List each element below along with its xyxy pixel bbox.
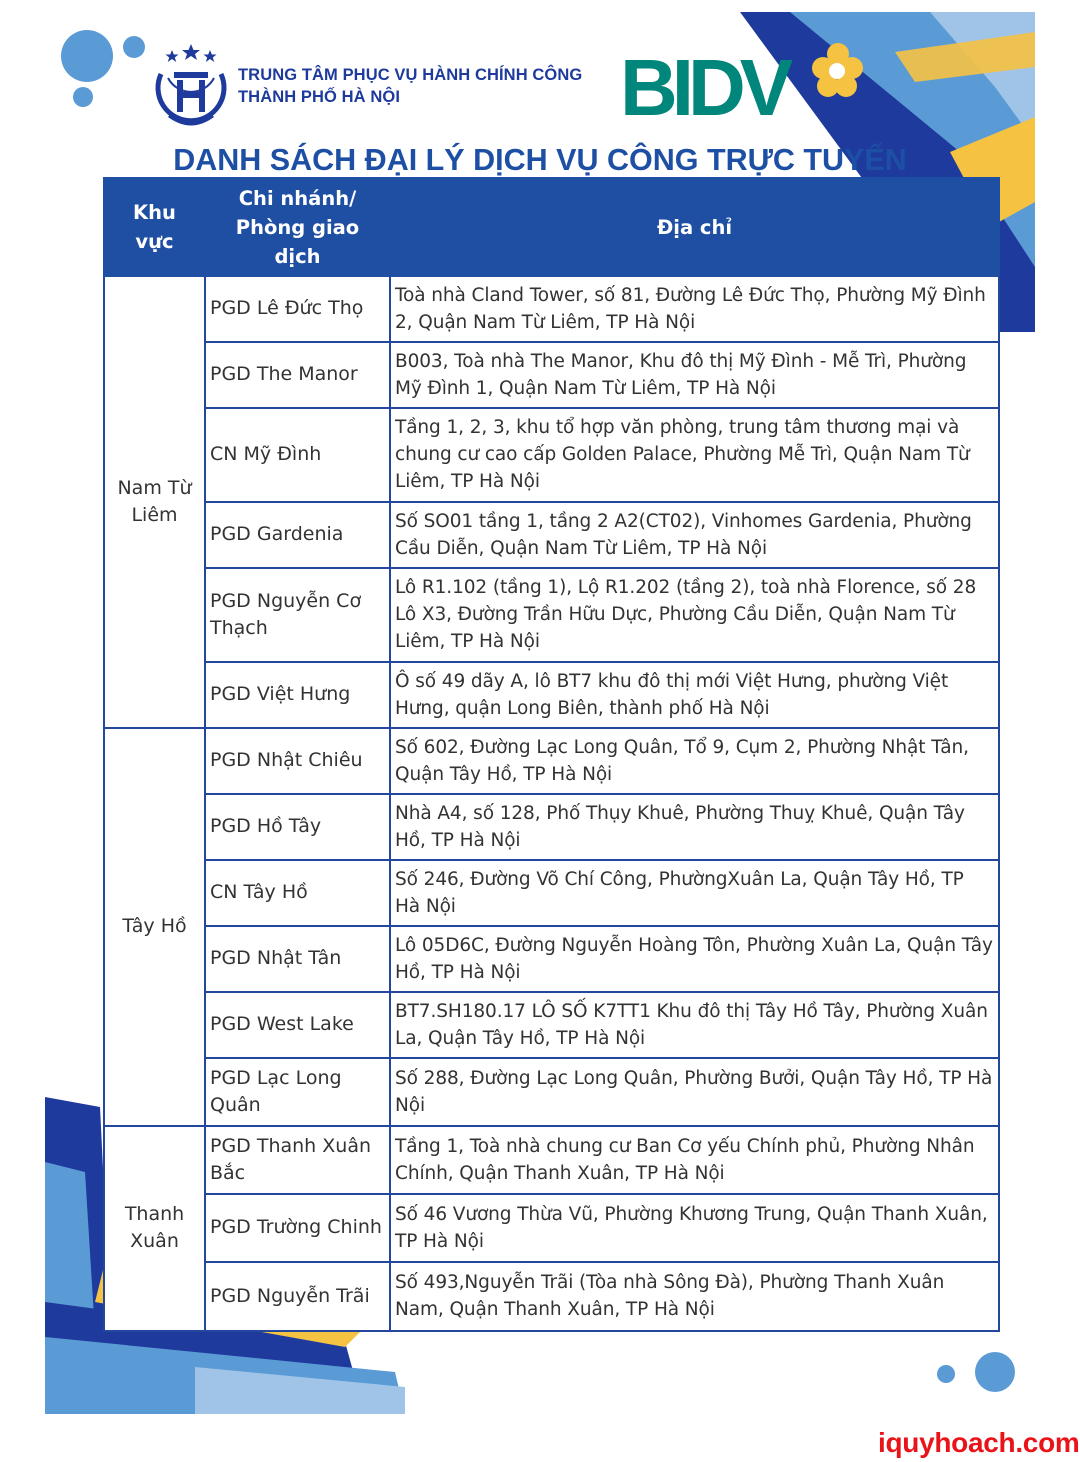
decor-circle [73, 87, 93, 107]
table-row [104, 1262, 999, 1331]
table-row [104, 276, 999, 342]
table-row [104, 1126, 999, 1194]
bidv-logo-text: BIDV [620, 43, 788, 132]
decor-circle [975, 1352, 1015, 1392]
bidv-star-logo-icon [810, 40, 866, 110]
org-name-line-2: THÀNH PHỐ HÀ NỘI [238, 88, 401, 106]
branch-cell: PGD Thanh Xuân Bắc [205, 1126, 390, 1194]
agent-list-table [103, 177, 1000, 1332]
address-cell: Số 288, Đường Lạc Long Quân, Phường Bưởi, Quận Tây Hồ, TP Hà Nội [390, 1058, 999, 1126]
area-cell: Thanh Xuân [104, 1126, 205, 1331]
branch-cell: PGD Trường Chinh [205, 1194, 390, 1262]
table-row [104, 728, 999, 794]
branch-cell: PGD Lạc Long Quân [205, 1058, 390, 1126]
address-cell: Tầng 1, Toà nhà chung cư Ban Cơ yếu Chính phủ, Phường Nhân Chính, Quận Thanh Xuân, TP Hà Nội [390, 1126, 999, 1194]
table-row [104, 502, 999, 568]
table-row [104, 568, 999, 662]
branch-cell: CN Mỹ Đình [205, 408, 390, 502]
table-row [104, 662, 999, 728]
table-row [104, 1194, 999, 1262]
address-cell: Số 602, Đường Lạc Long Quân, Tổ 9, Cụm 2, Phường Nhật Tân, Quận Tây Hồ, TP Hà Nội [390, 728, 999, 794]
area-cell: Tây Hồ [104, 728, 205, 1126]
address-cell: Lô 05D6C, Đường Nguyễn Hoàng Tôn, Phường Xuân La, Quận Tây Hồ, TP Hà Nội [390, 926, 999, 992]
header-branch: Chi nhánh/ Phòng giao dịch [205, 178, 390, 276]
address-cell: Toà nhà Cland Tower, số 81, Đường Lê Đức Thọ, Phường Mỹ Đình 2, Quận Nam Từ Liêm, TP Hà Nội [390, 276, 999, 342]
branch-cell: PGD Lê Đức Thọ [205, 276, 390, 342]
table-row [104, 342, 999, 408]
branch-cell: CN Tây Hồ [205, 860, 390, 926]
table-row [104, 794, 999, 860]
address-cell: Lô R1.102 (tầng 1), Lộ R1.202 (tầng 2), toà nhà Florence, số 28 Lô X3, Đường Trần Hữu Dực, Phường Cầu Diễn, Quận Nam Từ Liêm, TP Hà Nội [390, 568, 999, 662]
area-cell: Nam Từ Liêm [104, 276, 205, 728]
branch-cell: PGD West Lake [205, 992, 390, 1058]
document-title: DANH SÁCH ĐẠI LÝ DỊCH VỤ CÔNG TRỰC TUYẾN [173, 143, 907, 177]
address-cell: Nhà A4, số 128, Phố Thụy Khuê, Phường Thuỵ Khuê, Quận Tây Hồ, TP Hà Nội [390, 794, 999, 860]
hanoi-admin-center-logo-icon [150, 42, 232, 134]
poster-sheet [45, 12, 1035, 1414]
table-row [104, 992, 999, 1058]
branch-cell: PGD The Manor [205, 342, 390, 408]
decor-circle [123, 36, 145, 58]
address-cell: B003, Toà nhà The Manor, Khu đô thị Mỹ Đình - Mễ Trì, Phường Mỹ Đình 1, Quận Nam Từ Liêm, TP Hà Nội [390, 342, 999, 408]
address-cell: Số 493,Nguyễn Trãi (Tòa nhà Sông Đà), Phường Thanh Xuân Nam, Quận Thanh Xuân, TP Hà Nội [390, 1262, 999, 1331]
table-row [104, 860, 999, 926]
address-cell: BT7.SH180.17 LÔ SỐ K7TT1 Khu đô thị Tây Hồ Tây, Phường Xuân La, Quận Tây Hồ, TP Hà Nội [390, 992, 999, 1058]
branch-cell: PGD Hồ Tây [205, 794, 390, 860]
org-name [238, 64, 582, 108]
table-row [104, 1058, 999, 1126]
address-cell: Tầng 1, 2, 3, khu tổ hợp văn phòng, trung tâm thương mại và chung cư cao cấp Golden Palace, Phường Mễ Trì, Quận Nam Từ Liêm, TP Hà Nội [390, 408, 999, 502]
branch-cell: PGD Nguyễn Cơ Thạch [205, 568, 390, 662]
table-header-row [104, 178, 999, 276]
table-row [104, 408, 999, 502]
address-cell: Số 46 Vương Thừa Vũ, Phường Khương Trung, Quận Thanh Xuân, TP Hà Nội [390, 1194, 999, 1262]
branch-cell: PGD Nguyễn Trãi [205, 1262, 390, 1331]
address-cell: Số SO01 tầng 1, tầng 2 A2(CT02), Vinhomes Gardenia, Phường Cầu Diễn, Quận Nam Từ Liêm, TP Hà Nội [390, 502, 999, 568]
decor-circle [937, 1365, 955, 1383]
table-row [104, 926, 999, 992]
branch-cell: PGD Nhật Chiêu [205, 728, 390, 794]
address-cell: Số 246, Đường Võ Chí Công, PhườngXuân La, Quận Tây Hồ, TP Hà Nội [390, 860, 999, 926]
header-address: Địa chỉ [390, 178, 999, 276]
branch-cell: PGD Nhật Tân [205, 926, 390, 992]
branch-cell: PGD Việt Hưng [205, 662, 390, 728]
org-name-line-1: TRUNG TÂM PHỤC VỤ HÀNH CHÍNH CÔNG [238, 66, 583, 84]
decor-circle [61, 30, 113, 82]
table-body [104, 276, 999, 1331]
header-area: Khu vực [104, 178, 205, 276]
address-cell: Ô số 49 dãy A, lô BT7 khu đô thị mới Việt Hưng, phường Việt Hưng, quận Long Biên, thành phố Hà Nội [390, 662, 999, 728]
branch-cell: PGD Gardenia [205, 502, 390, 568]
watermark: iquyhoach.com [878, 1427, 1080, 1458]
